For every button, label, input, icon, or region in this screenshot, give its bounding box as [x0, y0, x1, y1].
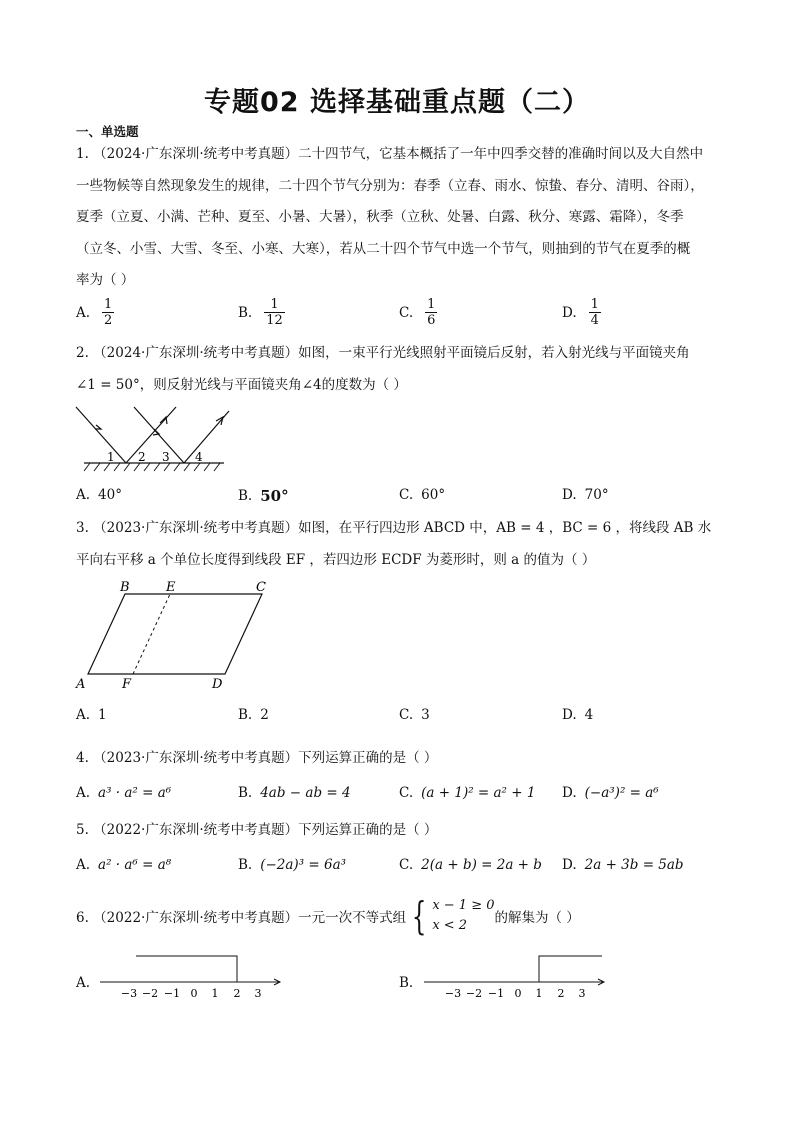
tick-label: 0: [190, 987, 198, 1000]
option-text: 4ab − ab = 4: [260, 785, 351, 801]
angle-label: 3: [162, 450, 170, 464]
option-text: 3: [421, 707, 430, 723]
q2-option-c[interactable]: [399, 487, 445, 503]
option-text: 2: [260, 707, 269, 723]
segment-ef: [133, 594, 170, 674]
angle-label: 2: [138, 450, 146, 464]
tick-label: 2: [233, 987, 241, 1000]
section-heading: 一、单选题: [76, 124, 139, 139]
q6-option-b-numberline[interactable]: [424, 950, 614, 1005]
tick-label: 3: [254, 987, 262, 1000]
option-text: 2(a + b) = 2a + b: [421, 857, 542, 873]
option-text: 40°: [98, 487, 122, 503]
q2-option-d[interactable]: [562, 487, 609, 503]
option-label: C.: [399, 785, 414, 801]
option-text: 1: [98, 707, 107, 723]
q1-option-c[interactable]: [399, 297, 437, 328]
q2-option-b[interactable]: [238, 487, 289, 505]
question-1: [76, 139, 726, 297]
q4-option-a[interactable]: [76, 785, 171, 801]
option-label: D.: [562, 785, 577, 801]
q1-option-a[interactable]: [76, 297, 114, 328]
q3-option-a[interactable]: [76, 707, 107, 723]
parallelogram-abcd: [88, 594, 262, 674]
option-text: (−a³)² = a⁶: [584, 785, 659, 801]
q1-option-d[interactable]: [562, 297, 601, 328]
fraction: $\frac{1}{12}$: [266, 297, 283, 328]
question-6: [76, 896, 580, 936]
solution-range: [136, 956, 237, 982]
option-text: 60°: [421, 487, 446, 503]
tick-label: −3: [444, 987, 462, 1000]
q3-option-c[interactable]: [399, 707, 430, 723]
tick-label: 1: [211, 987, 219, 1000]
q1-line: 夏季（立夏、小满、芒种、夏至、小暑、大暑），秋季（立秋、处暑、白露、秋分、寒露、霜降），冬季: [76, 209, 684, 225]
point-label: B: [120, 580, 130, 595]
tick-label: −1: [163, 987, 181, 1000]
page-title: 专题02 选择基础重点题（二）: [204, 87, 590, 118]
q5-option-c[interactable]: [399, 857, 542, 873]
q3-line: 3. （2023·广东深圳·统考中考真题）如图，在平行四边形 ABCD 中，AB = 4 ，BC = 6 ，将线段 AB 水: [76, 520, 712, 536]
point-label: E: [166, 580, 176, 595]
q6-prefix: 6. （2022·广东深圳·统考中考真题）一元一次不等式组: [76, 910, 407, 926]
tick-label: 0: [514, 987, 522, 1000]
option-text: (a + 1)² = a² + 1: [421, 785, 536, 801]
question-5: 5. （2022·广东深圳·统考中考真题）下列运算正确的是（ ）: [76, 822, 438, 838]
q5-option-d[interactable]: [562, 857, 684, 873]
tick-label: 2: [557, 987, 565, 1000]
arrow-head: [216, 417, 223, 425]
option-label: B.: [238, 304, 253, 321]
q5-option-b[interactable]: [238, 857, 346, 873]
point-label: C: [256, 580, 266, 595]
mirror-diagram: [74, 403, 234, 473]
point-label: D: [212, 677, 223, 692]
fraction: $\frac{1}{4}$: [590, 297, 599, 328]
q2-line: 2. （2024·广东深圳·统考中考真题）如图，一束平行光线照射平面镜后反射，若入射光线与平面镜夹角: [76, 345, 690, 361]
option-text: 4: [584, 707, 594, 723]
q3-option-b[interactable]: [238, 707, 269, 723]
q4-option-b[interactable]: [238, 785, 351, 801]
option-label: A.: [76, 857, 91, 873]
q6-option-b-label[interactable]: B.: [399, 975, 414, 991]
inequality-1: x − 1 ≥ 0: [432, 898, 495, 913]
option-label: D.: [562, 857, 577, 873]
angle-label: 4: [195, 450, 203, 464]
option-text: (−2a)³ = 6a³: [260, 857, 347, 873]
option-text: 70°: [584, 487, 609, 503]
option-label: B.: [238, 857, 253, 873]
option-label: A.: [76, 707, 91, 723]
option-text: 50°: [260, 487, 289, 505]
option-label: C.: [399, 487, 414, 503]
option-text: 2a + 3b = 5ab: [584, 857, 684, 873]
q3-line: 平向右平移 a 个单位长度得到线段 EF ，若四边形 ECDF 为菱形时，则 a 的值为（ ）: [76, 551, 596, 568]
option-label: C.: [399, 304, 414, 321]
q6-option-a-label[interactable]: A.: [76, 975, 91, 991]
angle-label: 1: [107, 450, 115, 464]
brace: {: [411, 894, 427, 938]
option-label: B.: [238, 785, 253, 801]
option-text: a² · a⁶ = a⁸: [98, 857, 172, 873]
inequality-system: [406, 896, 494, 936]
fraction: $\frac{1}{2}$: [104, 297, 113, 328]
q1-line: （立冬、小雪、大雪、冬至、小寒、大寒），若从二十四个节气中选一个节气，则抽到的节气在夏季的概: [76, 240, 691, 257]
tick-label: −3: [120, 987, 138, 1000]
q1-option-b[interactable]: [238, 297, 285, 328]
q3-option-d[interactable]: [562, 707, 593, 723]
q2-line: ∠1 = 50°，则反射光线与平面镜夹角∠4的度数为（ ）: [76, 376, 407, 393]
option-label: D.: [562, 487, 577, 503]
q5-option-a[interactable]: [76, 857, 171, 873]
q1-line: 率为（ ）: [76, 272, 135, 288]
tick-label: −2: [465, 987, 483, 1000]
point-label: F: [122, 677, 132, 692]
question-2: [76, 338, 726, 401]
q1-line: 1. （2024·广东深圳·统考中考真题）二十四节气，它基本概括了一年中四季交替的准确时间以及大自然中: [76, 146, 704, 162]
question-3: [76, 513, 726, 576]
option-label: D.: [562, 304, 577, 321]
tick-label: −2: [141, 987, 159, 1000]
option-label: B.: [238, 488, 253, 504]
question-4: 4. （2023·广东深圳·统考中考真题）下列运算正确的是（ ）: [76, 750, 438, 766]
option-label: A.: [76, 304, 91, 321]
option-label: D.: [562, 707, 577, 723]
solution-range: [539, 956, 602, 982]
option-label: A.: [76, 487, 91, 503]
q6-suffix: 的解集为（ ）: [494, 910, 580, 926]
option-label: A.: [76, 785, 91, 801]
q4-option-d[interactable]: [562, 785, 659, 801]
q6-option-a-numberline[interactable]: [100, 950, 290, 1005]
fraction: $\frac{1}{6}$: [427, 297, 436, 328]
q4-option-c[interactable]: [399, 785, 535, 801]
tick-label: −1: [487, 987, 505, 1000]
parallelogram-diagram: [70, 576, 280, 696]
point-label: A: [76, 677, 86, 692]
q1-line: 一些物候等自然现象发生的规律，二十四个节气分别为：春季（立春、雨水、惊蛰、春分、清明、谷雨），: [76, 177, 704, 194]
incident-ray-1: [76, 407, 126, 463]
tick-label: 3: [578, 987, 586, 1000]
mirror-hatching: [84, 463, 220, 471]
option-text: a³ · a² = a⁶: [98, 785, 172, 801]
option-label: C.: [399, 707, 414, 723]
inequality-2: x < 2: [432, 918, 468, 933]
option-label: B.: [238, 707, 253, 723]
q2-option-a[interactable]: [76, 487, 122, 503]
tick-label: 1: [535, 987, 543, 1000]
option-label: C.: [399, 857, 414, 873]
